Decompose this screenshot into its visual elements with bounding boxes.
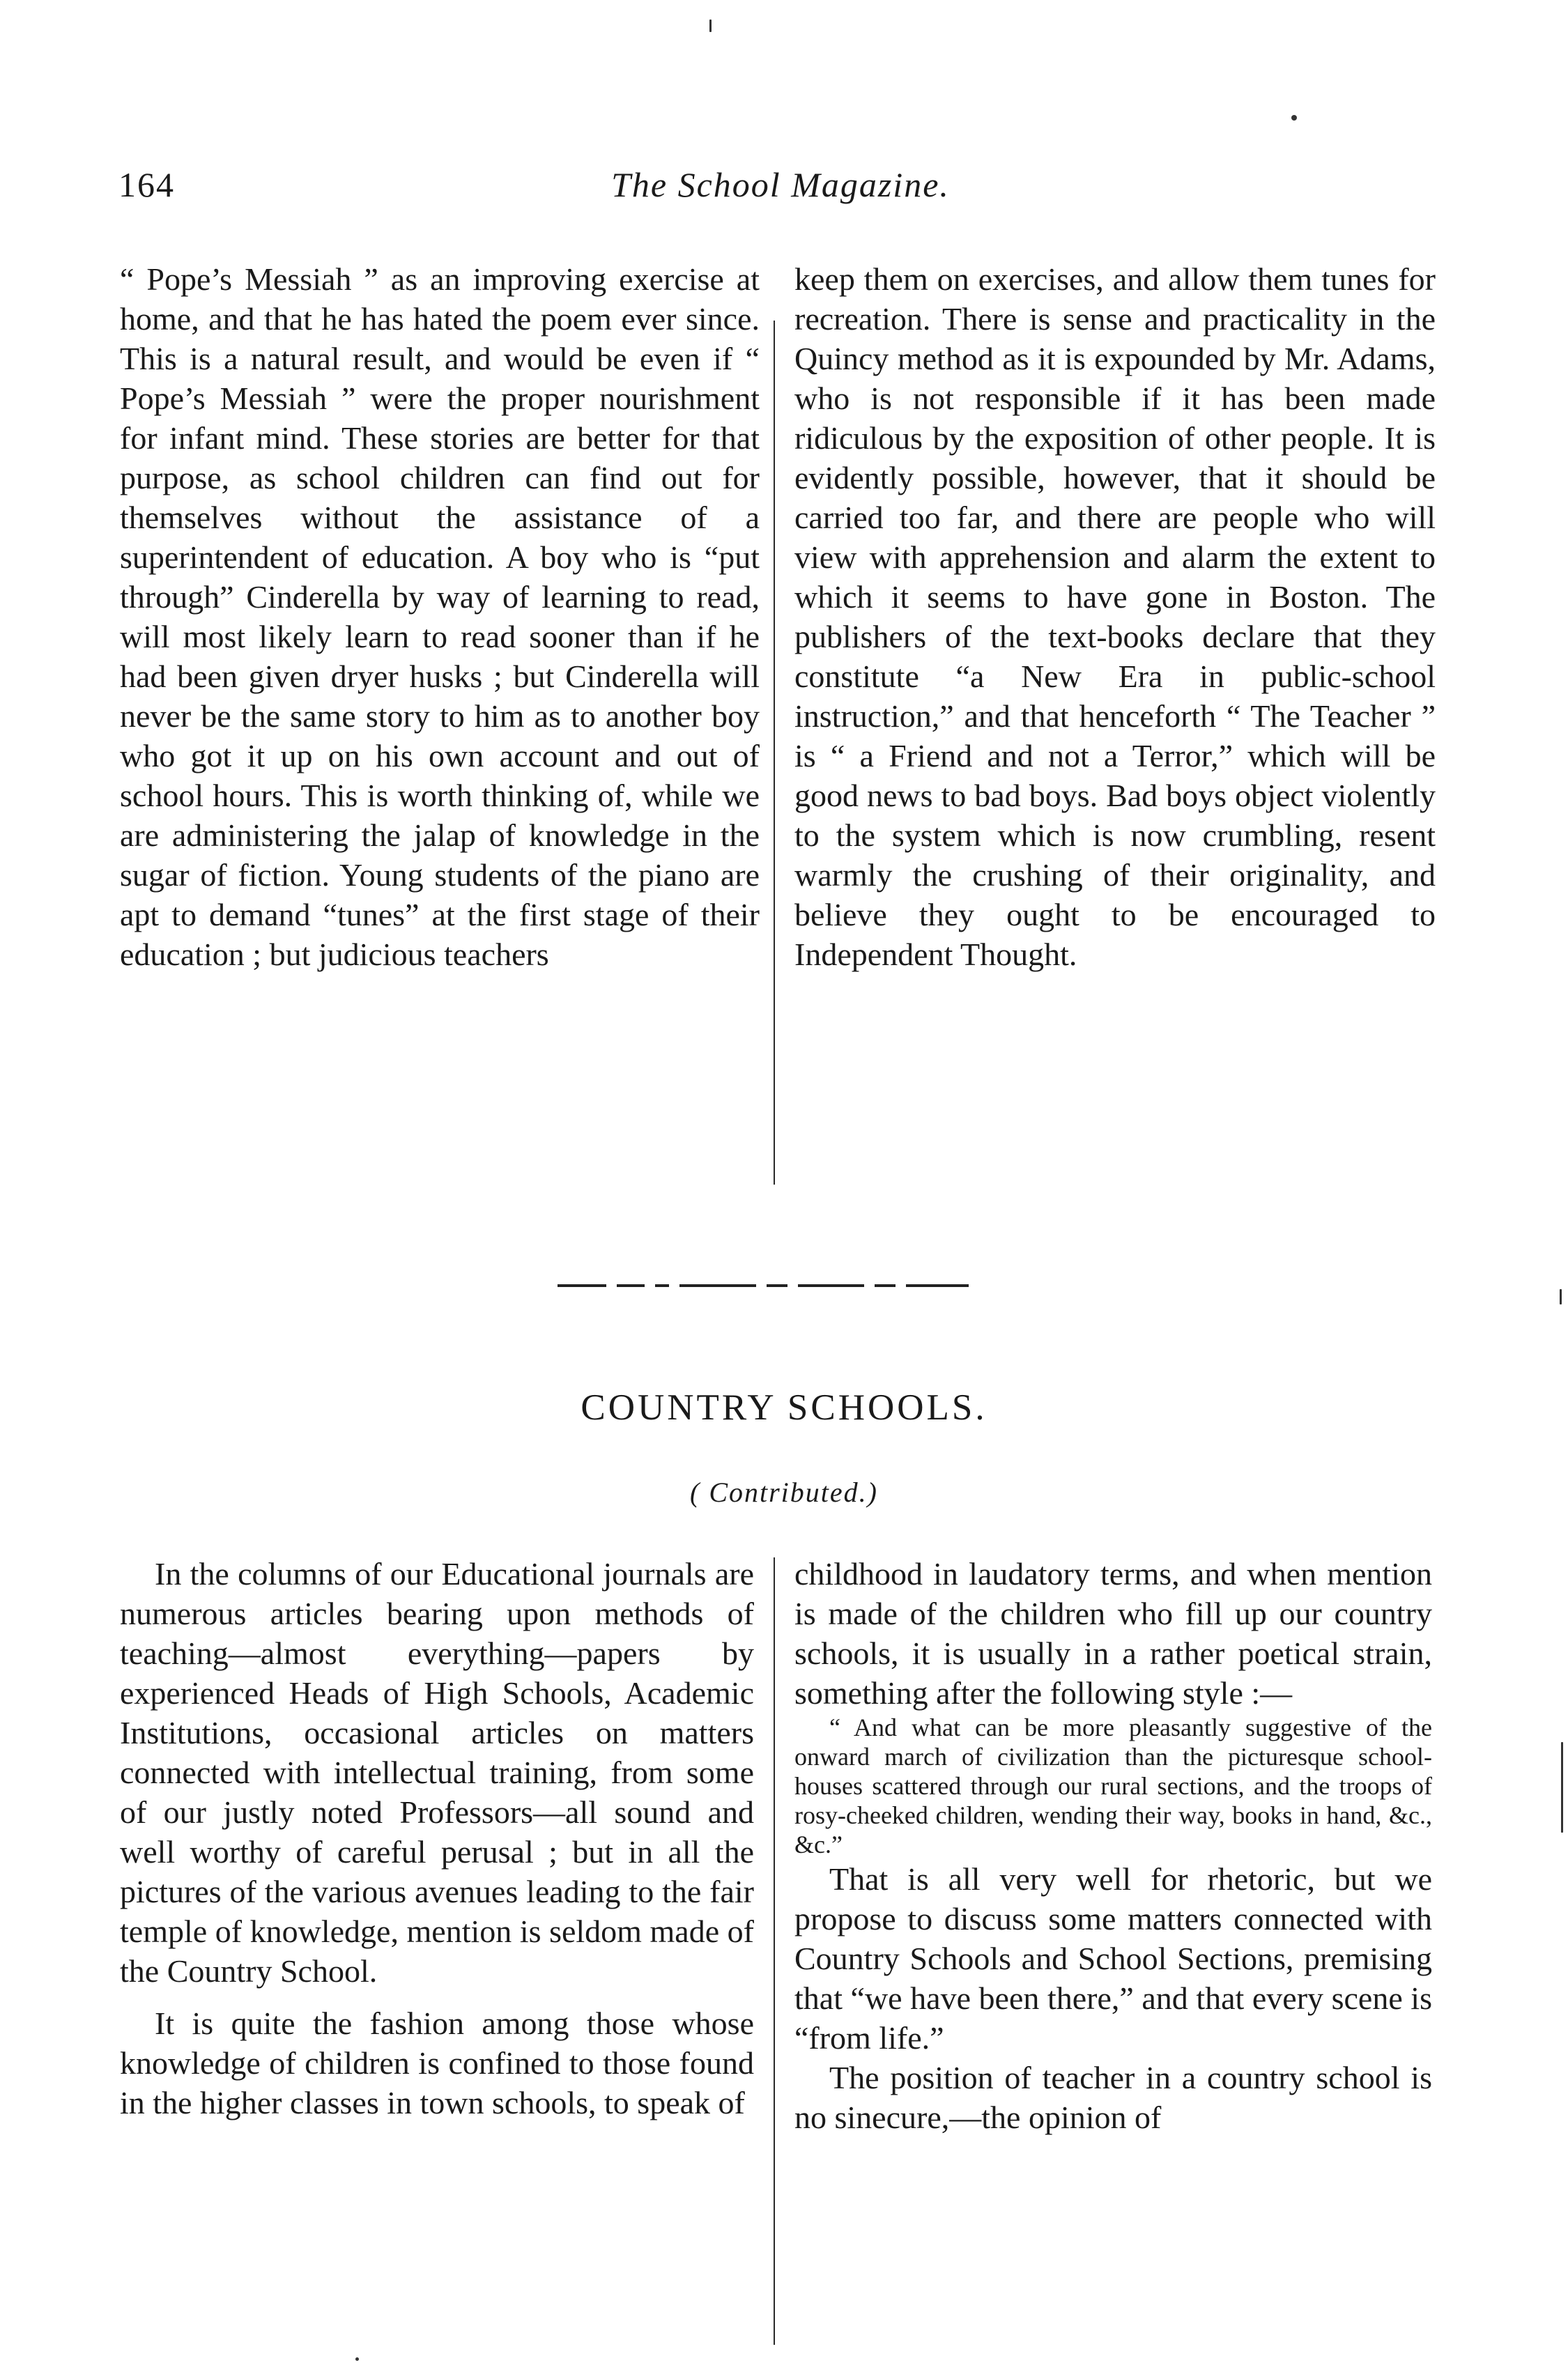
ink-speck <box>1291 115 1297 121</box>
column-rule-top <box>774 321 775 1185</box>
article2-right-paragraph-2: That is all very well for rhetoric, but we propose to discuss some matters connected with Country Schools and School Sections, premising that “we have been there,” and that every scene is “from life.” <box>794 1861 1432 2056</box>
article2-blockquote: “ And what can be more pleasantly suggestive of the onward march of civilization than the picturesque school-houses scattered through our rural sections, and the troops of rosy-cheeked children, wending their way, books in hand, &c., &c.” <box>794 1713 1432 1858</box>
article2-column-left <box>120 1554 754 2123</box>
article2-column-right <box>794 1554 1432 2137</box>
article2-right-paragraph-3: The position of teacher in a country school is no sinecure,—the opinion of <box>794 2060 1432 2135</box>
edge-mark <box>1560 1289 1562 1304</box>
ink-speck <box>709 20 712 32</box>
article1-column-left <box>120 259 760 974</box>
article2-subtitle: ( Contributed.) <box>690 1477 878 1508</box>
article1-right-text: keep them on exercises, and allow them tunes for recreation. There is sense and practicality in the Quincy method as it is expounded by Mr. Adams, who is not responsible if it has been made ridiculous by the exposition of other people. It is evidently possible, however, that it should be carried too far, and there are people who will view with apprehension and alarm the extent to which it seems to have gone in Boston. The publishers of the text-books declare that they constitute “a New Era in public-school instruction,” and that henceforth “ The Teacher ” is “ a Friend and not a Terror,” which will be good news to bad boys. Bad boys object violently to the system which is now crumbling, resent warmly the crushing of their originality, and believe they ought to be encouraged to Independent Thought. <box>794 261 1436 972</box>
article2-left-paragraph-2: It is quite the fashion among those whose knowledge of children is confined to those found in the higher classes in town schools, to speak of <box>120 2005 754 2120</box>
running-head <box>118 164 1443 220</box>
article2-right-paragraph-1: childhood in laudatory terms, and when mention is made of the children who fill up our country schools, it is usually in a rather poetical strain, something after the following style :— <box>794 1556 1432 1711</box>
article1-left-text: “ Pope’s Messiah ” as an improving exercise at home, and that he has hated the poem ever since. This is a natural result, and would be even if “ Pope’s Messiah ” were the proper nourishment for infant mind. These stories are better for that purpose, as school children can find out for themselves without the assistance of a superintendent of education. A boy who is “put through” Cinderella by way of learning to read, will most likely learn to read sooner than if he had been given dryer husks ; but Cinderella will never be the same story to him as to another boy who got it up on his own account and out of school hours. This is worth thinking of, while we are administering the jalap of knowledge in the sugar of fiction. Young students of the piano are apt to demand “tunes” at the first stage of their education ; but judicious teachers <box>120 261 760 972</box>
article1-column-right <box>794 259 1436 974</box>
article2-title: COUNTRY SCHOOLS. <box>581 1387 987 1428</box>
section-divider-ornament <box>558 1284 969 1290</box>
ink-speck <box>355 2357 359 2361</box>
column-rule-bottom <box>774 1557 775 2345</box>
page-number: 164 <box>118 165 175 204</box>
running-title: The School Magazine. <box>611 165 950 204</box>
article2-left-paragraph-1: In the columns of our Educational journals are numerous articles bearing upon methods of teaching—almost everything—papers by experienced Heads of High Schools, Academic Institutions, occasional articles on matters connected with intellectual training, from some of our justly noted Professors—all sound and well worthy of careful perusal ; but in all the pictures of the various avenues leading to the fair temple of knowledge, mention is seldom made of the Country School. <box>120 1556 754 1989</box>
edge-mark <box>1561 1742 1563 1833</box>
